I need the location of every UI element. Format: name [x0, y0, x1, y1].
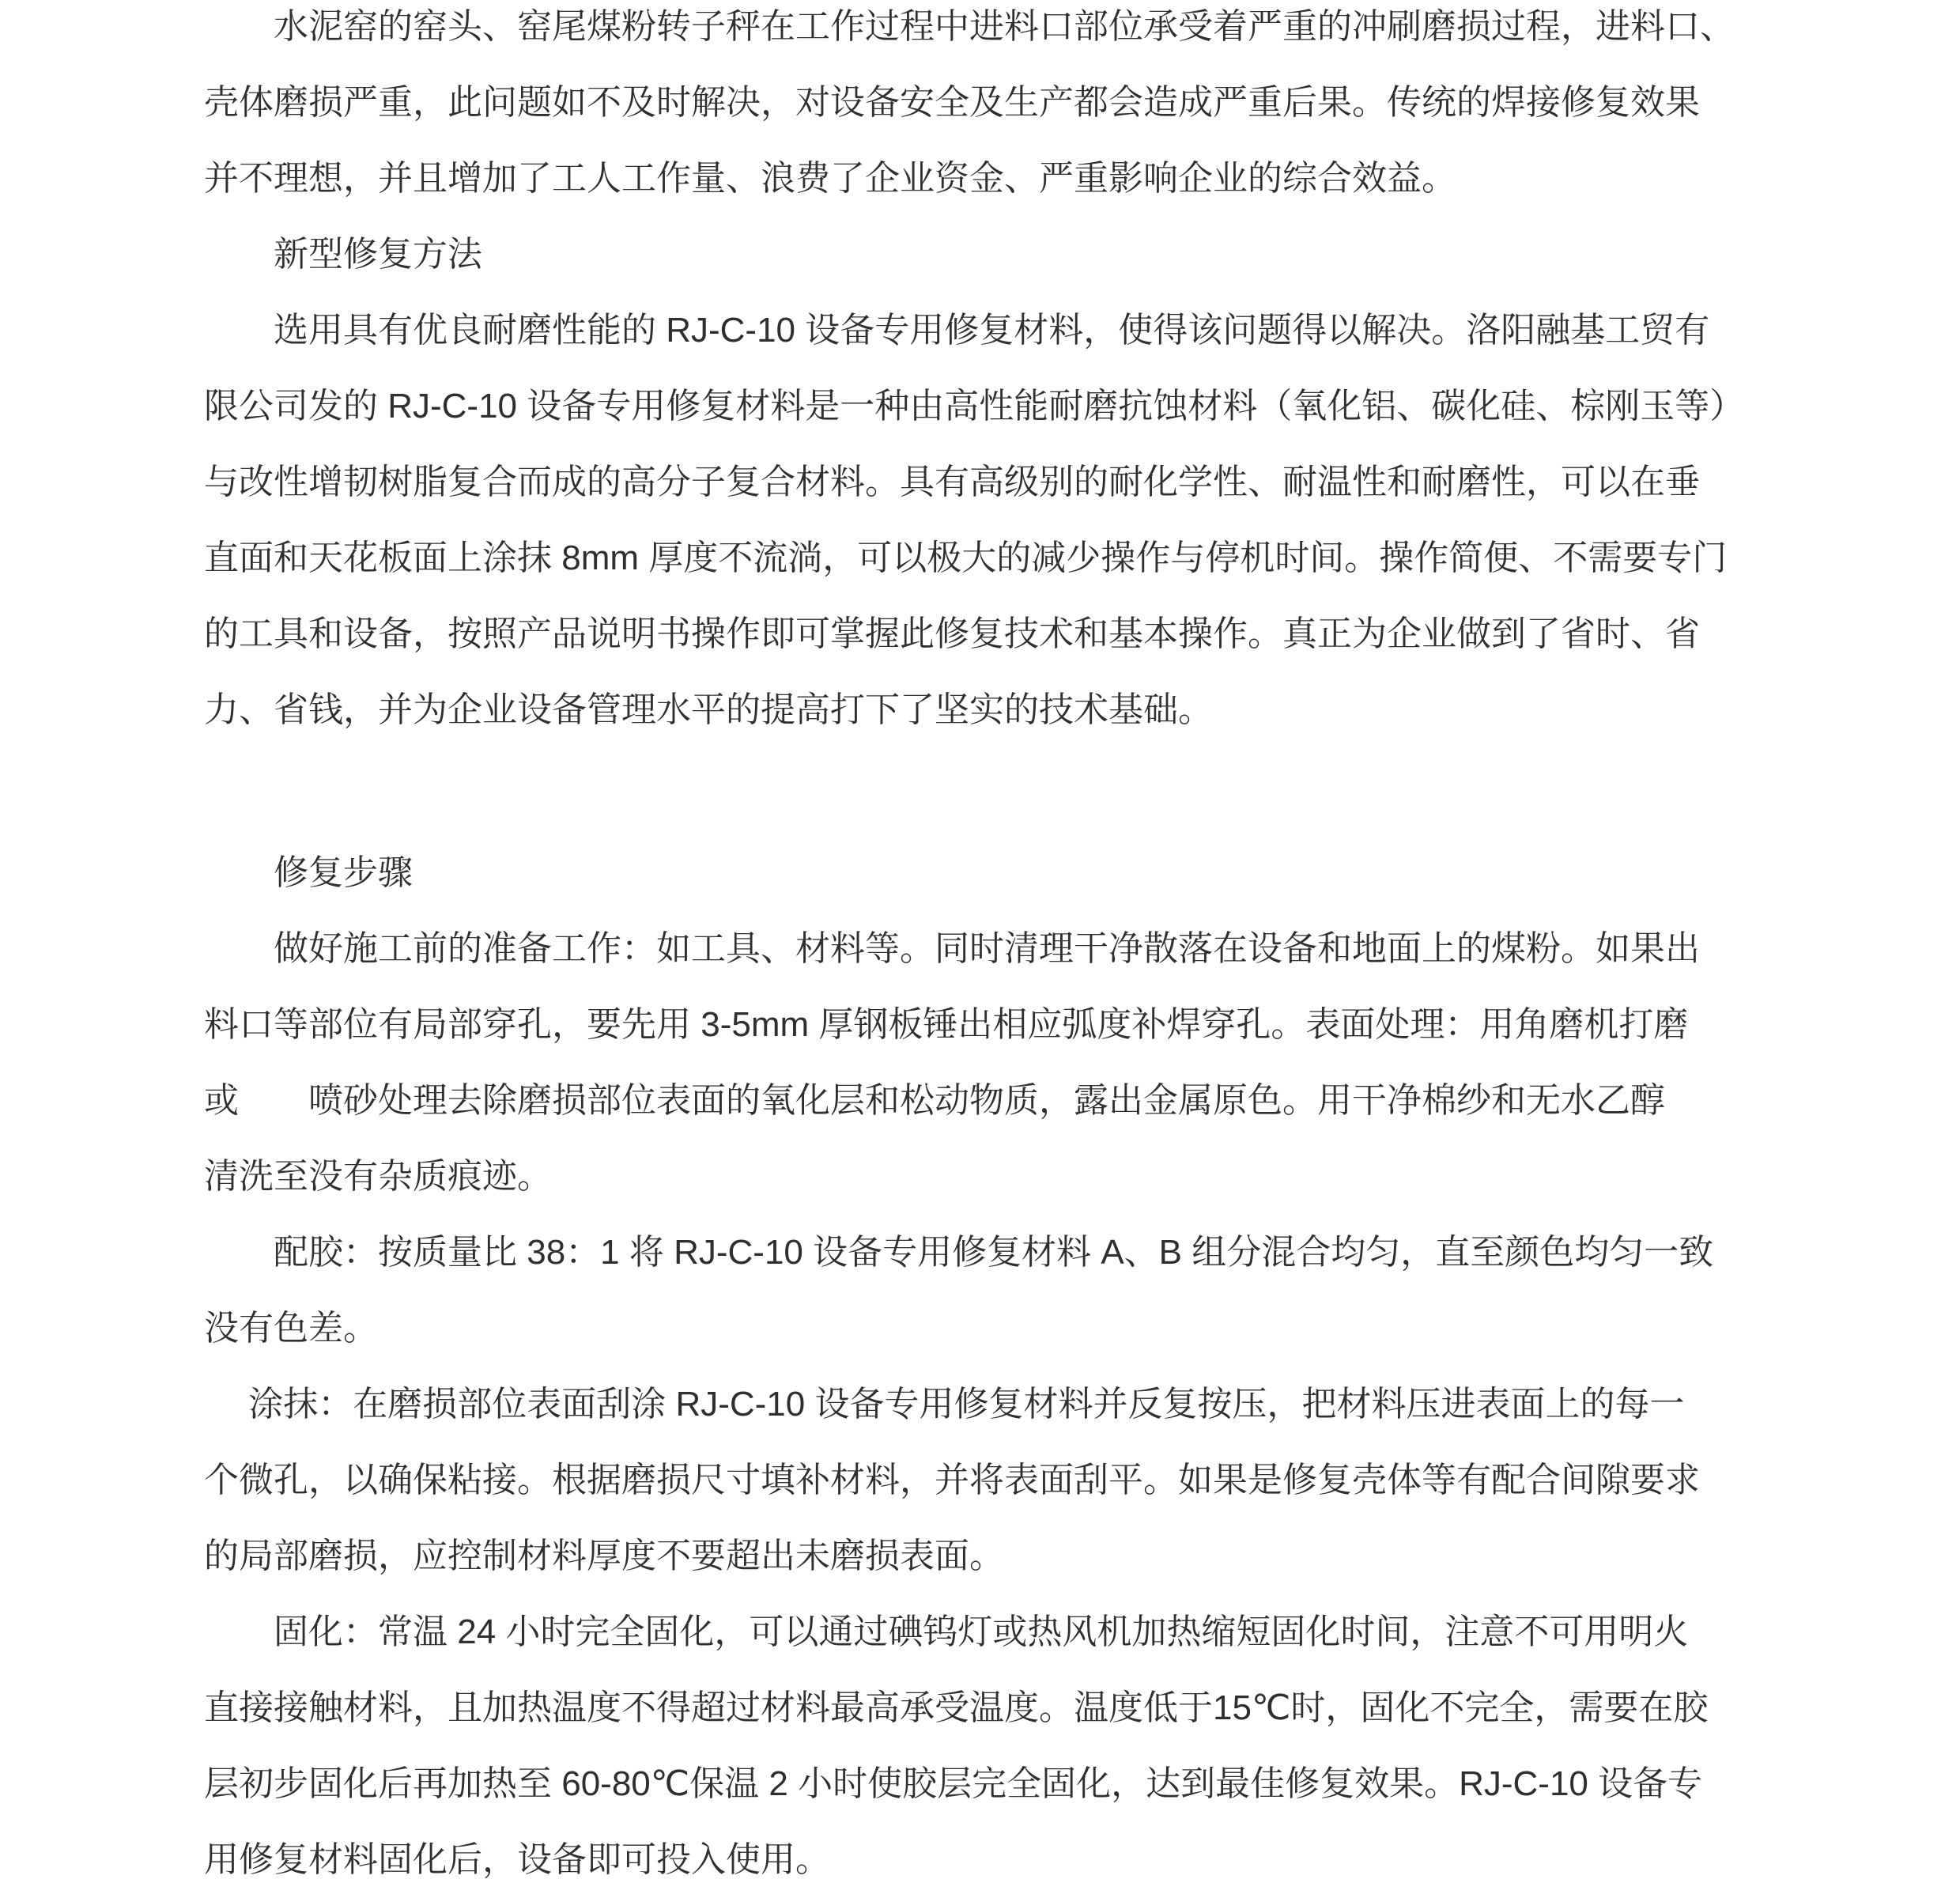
text-line: 固化：常温 24 小时完全固化，可以通过碘钨灯或热风机加热缩短固化时间，注意不可用明火 — [204, 1613, 1689, 1651]
text-line: 没有色差。 — [204, 1309, 378, 1348]
blank-line — [204, 748, 1833, 835]
text-line: 并不理想，并且增加了工人工作量、浪费了企业资金、严重影响企业的综合效益。 — [204, 159, 1456, 198]
text-line: 壳体磨损严重，此问题如不及时解决，对设备安全及生产都会造成严重后果。传统的焊接修复效果 — [204, 83, 1700, 122]
text-line: 做好施工前的准备工作：如工具、材料等。同时清理干净散落在设备和地面上的煤粉。如果出 — [204, 929, 1700, 968]
text-line: 的局部磨损，应控制材料厚度不要超出未磨损表面。 — [204, 1537, 1004, 1575]
text-line: 个微孔，以确保粘接。根据磨损尺寸填补材料，并将表面刮平。如果是修复壳体等有配合间隙要求 — [204, 1461, 1700, 1499]
text-line: 或 喷砂处理去除磨损部位表面的氧化层和松动物质，露出金属原色。用干净棉纱和无水乙醇 — [204, 1081, 1665, 1120]
text-line: 用修复材料固化后，设备即可投入使用。 — [204, 1840, 830, 1879]
text-line: 力、省钱，并为企业设备管理水平的提高打下了坚实的技术基础。 — [204, 690, 1213, 729]
text-line: 的工具和设备，按照产品说明书操作即可掌握此修复技术和基本操作。真正为企业做到了省时、省 — [204, 614, 1700, 653]
text-line: 水泥窑的窑头、窑尾煤粉转子秤在工作过程中进料口部位承受着严重的冲刷磨损过程，进料口、 — [204, 7, 1735, 46]
section-heading-line: 修复步骤 — [204, 853, 413, 892]
document-text-block — [204, 0, 1833, 1898]
section-heading-line: 新型修复方法 — [204, 235, 482, 274]
text-line: 直面和天花板面上涂抹 8mm 厚度不流淌，可以极大的减少操作与停机时间。操作简便、不需要专门 — [204, 539, 1728, 577]
text-line: 涂抹：在磨损部位表面刮涂 RJ-C-10 设备专用修复材料并反复按压，把材料压进表面上的每一 — [204, 1385, 1685, 1424]
text-line: 层初步固化后再加热至 60-80℃保温 2 小时使胶层完全固化，达到最佳修复效果。RJ-C-10 设备专 — [204, 1764, 1703, 1803]
text-line: 直接接触材料，且加热温度不得超过材料最高承受温度。温度低于15℃时，固化不完全，需要在胶 — [204, 1688, 1709, 1727]
text-line: 与改性增韧树脂复合而成的高分子复合材料。具有高级别的耐化学性、耐温性和耐磨性，可以在垂 — [204, 463, 1700, 501]
text-line: 选用具有优良耐磨性能的 RJ-C-10 设备专用修复材料，使得该问题得以解决。洛阳融基工贸有 — [204, 311, 1710, 350]
text-line: 配胶：按质量比 38：1 将 RJ-C-10 设备专用修复材料 A、B 组分混合均匀，直至颜色均匀一致 — [204, 1233, 1714, 1272]
text-line: 料口等部位有局部穿孔，要先用 3-5mm 厚钢板锤出相应弧度补焊穿孔。表面处理：用角磨机打磨 — [204, 1005, 1689, 1044]
text-line: 限公司发的 RJ-C-10 设备专用修复材料是一种由高性能耐磨抗蚀材料（氧化铝、碳化硅、棕刚玉等） — [204, 387, 1745, 425]
text-line: 清洗至没有杂质痕迹。 — [204, 1157, 552, 1196]
